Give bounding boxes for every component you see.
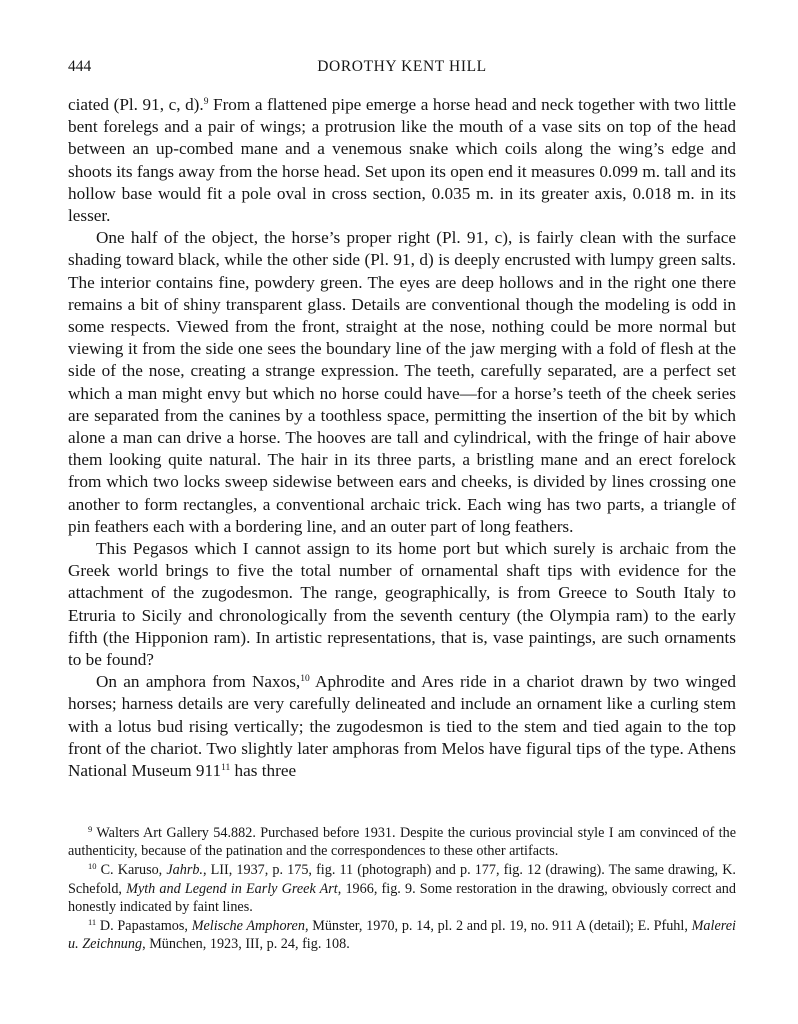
body-text (68, 94, 736, 782)
footnotes (68, 824, 736, 954)
footnote-number: 9 (88, 824, 93, 834)
footnote-9: $^9$ Walters Art Gallery 54.882. Purchased before 1931. Despite the curious provincial style I am convinced of the authenticity, because of the patination and the correspondences to these other artifacts. (68, 824, 736, 860)
footnote-number: 11 (88, 917, 97, 928)
footnote-11: $^{11}$ D. Papastamos, Melische Amphoren, Münster, 1970, p. 14, pl. 2 and pl. 19, no. 911 A (detail); E. Pfuhl, Malerei u. Zeichnung, München, 1923, III, p. 24, fig. 108. (68, 917, 736, 953)
paragraph-2: One half of the object, the horse’s proper right (Pl. 91, c), is fairly clean with the surface shading toward black, while the other side (Pl. 91, d) is deeply encrusted with lumpy green salts. The interior contains fine, powdery green. The eyes are deep hollows and in the right one there remains a bit of shiny transparent glass. Details are conventional though the modeling is odd in some respects. Viewed from the front, straight at the nose, nothing could be more normal but viewing it from the side one sees the boundary line of the jaw merging with a fold of flesh at the side of the nose, creating a strange expression. The teeth, carefully separated, are a perfect set which a man might envy but which no horse could have—for a horse’s teeth of the cheek series are separated from the canines by a toothless space, permitting the insertion of the bit by which alone a man can drive a horse. The hooves are tall and cylindrical, with the fringe of hair above them looking quite natural. The hair in its three parts, a bristling mane and an erect forelock from which two locks sweep sidewise between ears and cheeks, is divided by lines crossing one another to form rectangles, a conventional archaic trick. Each wing has two parts, a triangle of pin feathers each with a bordering line, and an outer part of long feathers. (68, 228, 736, 536)
footnote-ref-11[interactable]: 11 (221, 763, 231, 774)
footnote-ref-10[interactable]: 10 (300, 674, 310, 685)
running-head: DOROTHY KENT HILL (317, 58, 487, 75)
paragraph-3: This Pegasos which I cannot assign to its home port but which surely is archaic from the Greek world brings to five the total number of ornamental shaft tips with evidence for the attachment of the zugodesmon. The range, geographically, is from Greece to South Italy to Etruria to Sicily and chronologically from the seventh century (the Olympia ram) to the early fifth (the Hipponion ram). In artistic representations, that is, vase paintings, are such ornaments to be found? (68, 539, 736, 670)
footnote-ref-9[interactable]: 9 (203, 97, 209, 107)
paragraph-4: On an amphora from Naxos,$^{10}$ Aphrodite and Ares ride in a chariot drawn by two winged horses; harness details are very carefully delineated and include an ornament like a curling stem with a lotus bud rising vertically; the zugodesmon is tied to the stem and tied again to the top front of the chariot. Two slightly later amphoras from Melos have figural tips of the type. Athens National Museum $911^{11}$ has three (68, 672, 736, 781)
footnote-10: $^{10}$ C. Karuso, Jahrb., LII, 1937, p. 175, fig. 11 (photograph) and p. 177, fig. 12 (drawing). The same drawing, K. Schefold, Myth and Legend in Early Greek Art, 1966, fig. 9. Some restoration in the drawing, obviously correct and honestly indicated by faint lines. (68, 861, 736, 915)
page-header (68, 58, 736, 80)
page-number: 444 (68, 58, 92, 75)
paragraph-1: ciated (Pl. 91, c, d).$^9$ From a flattened pipe emerge a horse head and neck together with two little bent forelegs and a pair of wings; a protrusion like the mouth of a vase sits on top of the head between an up-combed mane and a venemous snake which coils along the wing’s edge and shoots its fangs away from the horse head. Set upon its open end it measures 0.099 m. tall and its hollow base would fit a pole oval in cross section, 0.035 m. in its greater axis, 0.018 m. in its lesser. (68, 95, 736, 226)
footnote-number: 10 (88, 861, 97, 872)
